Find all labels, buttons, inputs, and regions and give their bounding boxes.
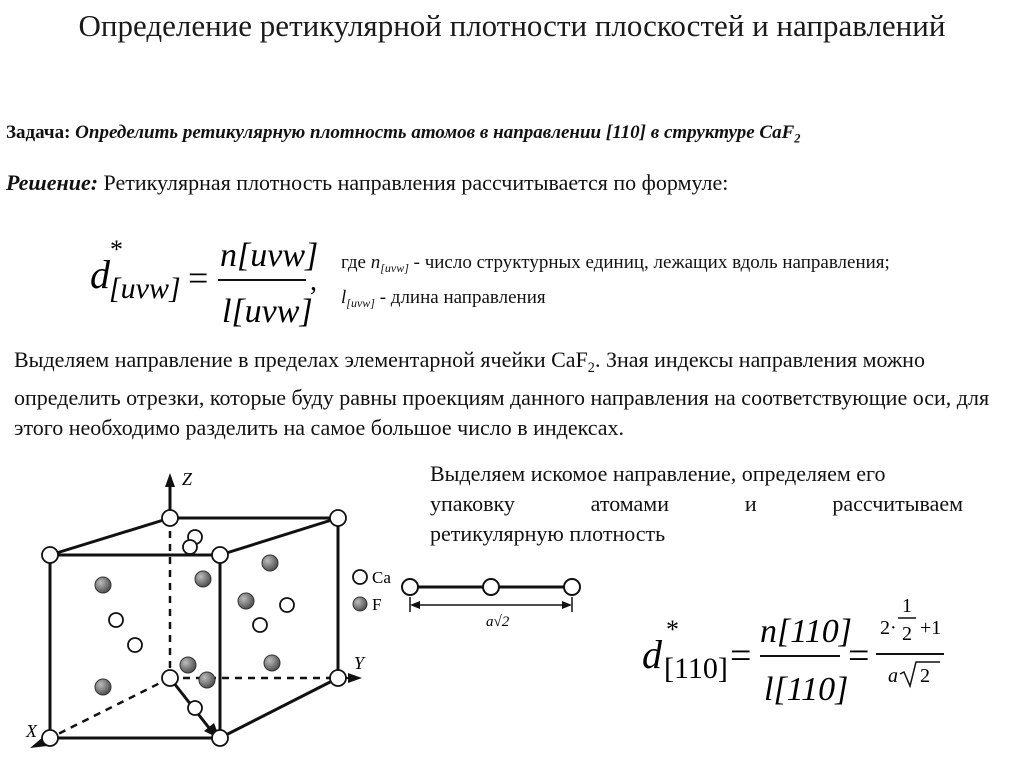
formula-legend <box>341 248 890 318</box>
main-formula <box>88 226 328 336</box>
formula-denominator: l[uvw] <box>222 293 313 330</box>
direction-110-line-diagram <box>400 570 590 630</box>
formula-comma: , <box>310 266 317 297</box>
svg-text:n[110]: n[110] <box>760 613 852 650</box>
result-formula <box>640 590 960 720</box>
legend-line-l: $l_{[uvw]}$ - длина направления <box>341 287 546 310</box>
legend-f-label: F <box>372 595 382 614</box>
legend-f-marker <box>353 597 367 611</box>
svg-text:=: = <box>848 635 870 677</box>
formula-index: [uvw] <box>109 272 181 305</box>
formula-equals: = <box>188 258 209 298</box>
page-title: Определение ретикулярной плотности плоскостей и направлений <box>78 8 946 43</box>
formula-star: * <box>110 235 123 264</box>
svg-text:=: = <box>730 635 752 677</box>
svg-text:2: 2 <box>920 665 930 687</box>
formula-numerator: n[uvw] <box>220 237 319 274</box>
task-subscript: 2 <box>794 131 801 146</box>
legend-ca-marker <box>353 570 367 584</box>
paragraph-explanation: Выделяем направление в пределах элементарной ячейки CaF$_2$. Зная индексы направления можно определить отрезки, которые буду равны проекциям данного направления на соответствующие оси, для этого необходимо разделить на самое большое число в индексах. <box>14 347 990 440</box>
caf2-unit-cell-diagram <box>0 465 420 767</box>
svg-text:d: d <box>642 632 662 677</box>
task-line <box>6 122 800 146</box>
svg-text:2: 2 <box>902 623 912 645</box>
svg-text:1: 1 <box>902 595 912 617</box>
task-label: Задача: <box>6 122 71 143</box>
task-text: Определить ретикулярную плотность атомов в направлении [110] в структуре CaF <box>75 122 795 143</box>
formula-d: d <box>90 252 110 297</box>
axis-x-label: X <box>26 721 37 741</box>
svg-text:2·: 2· <box>880 617 897 639</box>
svg-text:l[110]: l[110] <box>764 671 849 708</box>
svg-text:[110]: [110] <box>664 652 728 685</box>
legend-line-n: где $n_{[uvw]}$ - число структурных единиц, лежащих вдоль направления; <box>341 252 890 275</box>
solution-text: Ретикулярная плотность направления рассчитывается по формуле: <box>103 170 729 195</box>
paragraph-direction-line2: упаковку атомами и рассчитываем <box>430 491 964 516</box>
svg-text:*: * <box>666 615 679 644</box>
legend-ca-label: Ca <box>372 568 391 587</box>
solution-line <box>6 170 728 196</box>
paragraph-direction: Выделяем искомое направление, определяем его упаковку атомами и рассчитываем ретикулярную плотность <box>430 461 964 546</box>
svg-text:+1: +1 <box>920 617 942 639</box>
length-label: a√2 <box>486 614 510 630</box>
axis-z-label: Z <box>182 469 193 489</box>
solution-label: Решение: <box>6 170 99 195</box>
axis-y-label: Y <box>354 653 365 673</box>
svg-text:a: a <box>888 665 898 687</box>
